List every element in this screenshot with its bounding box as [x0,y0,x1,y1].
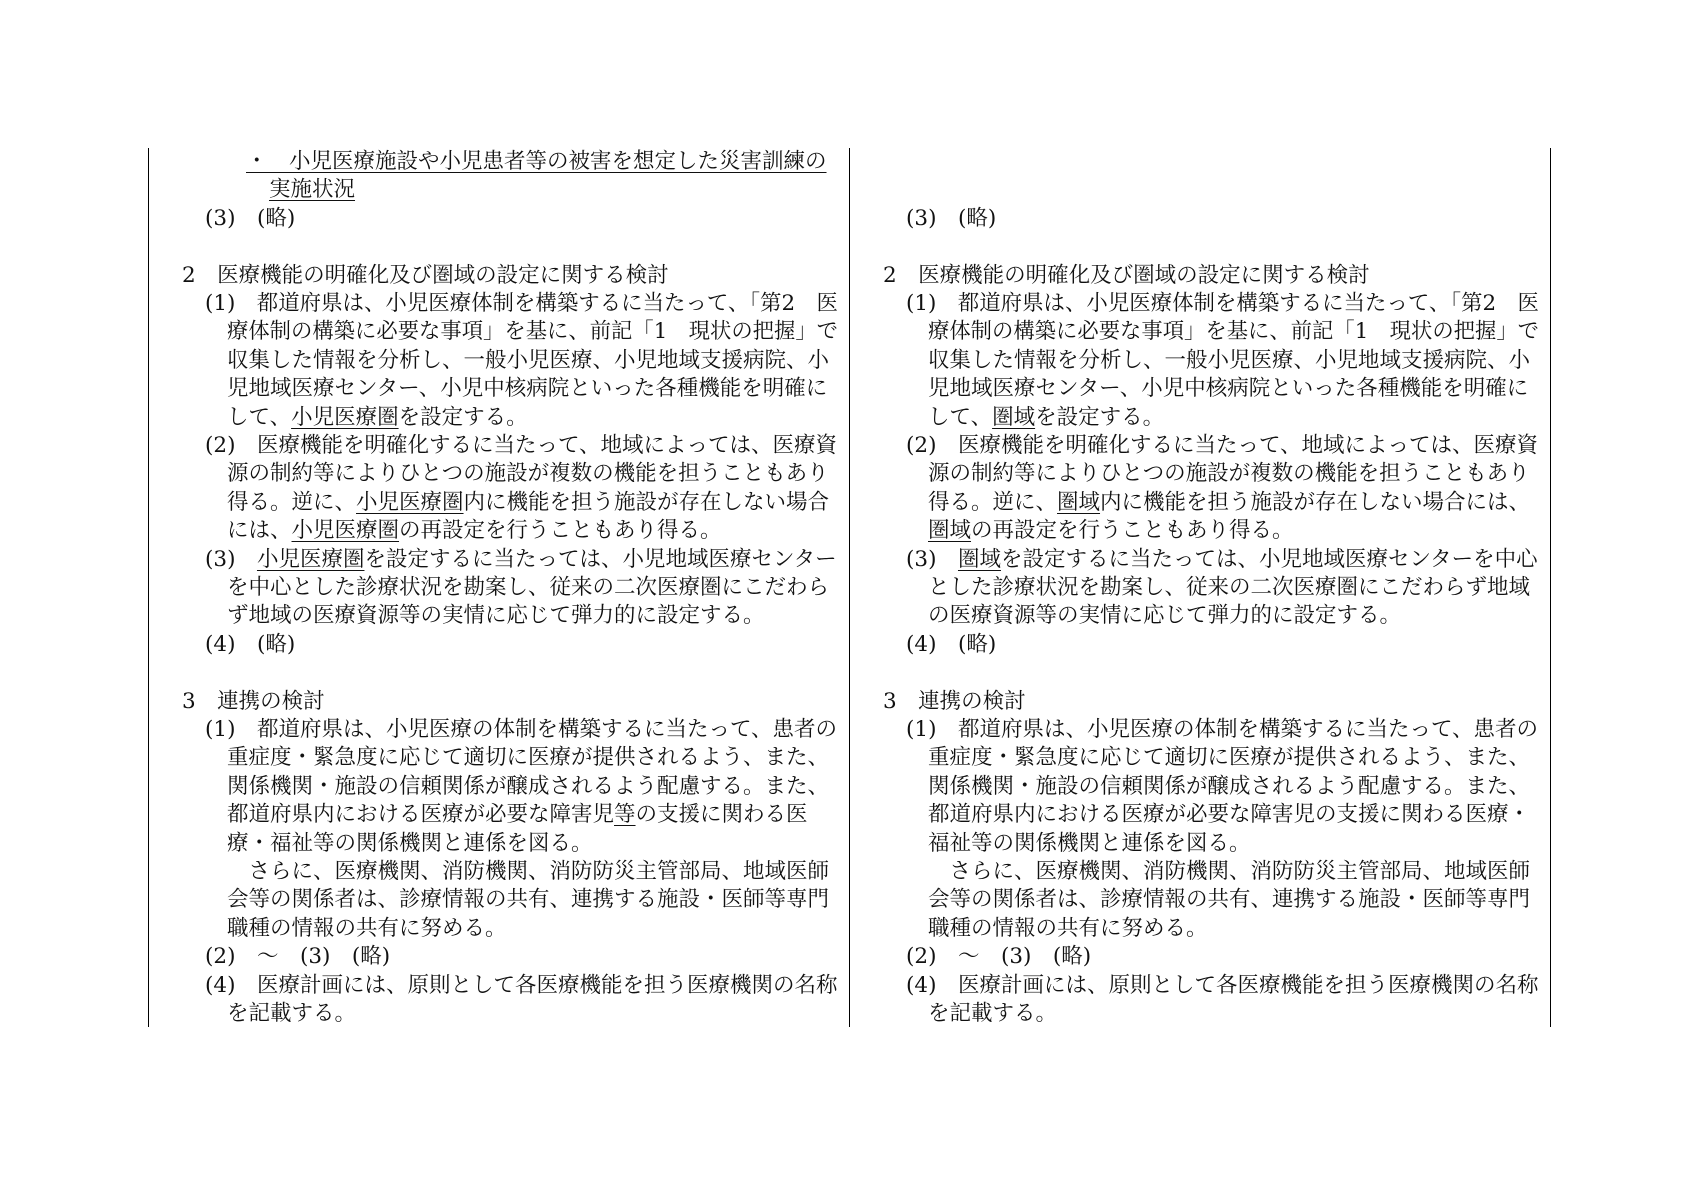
text-segment: 重症度・緊急度に応じて適切に医療が提供されるよう、また、 [227,745,830,771]
text-segment: を中心とした診療状況を勘案し、従来の二次医療圏にこだわら [227,575,830,600]
text-segment: とした診療状況を勘案し、従来の二次医療圏にこだわらず地域 [928,575,1531,600]
text-segment: 療・福祉等の関係機関と連係を図る。 [227,830,593,856]
text-segment: ず地域の医療資源等の実情に応じて弾力的に設定する。 [227,603,765,629]
text-segment: の再設定を行うこともあり得る。 [399,518,722,544]
text-segment: 得る。逆に、 [227,489,357,515]
text-line [906,972,1538,1000]
text-line [928,858,1530,886]
text-line [928,489,1530,517]
comparison-column-left [148,148,849,1029]
text-line [928,801,1530,829]
underlined-text: 小児医療圏 [356,489,464,515]
text-segment: 職種の情報の共有に努める。 [928,915,1208,941]
text-segment: (2) 医療機能を明確化するに当たって、地域によっては、医療資 [906,433,1539,458]
text-segment: を設定する。 [398,404,528,430]
text-segment: (4) (略) [205,631,296,657]
text-line [182,262,669,290]
text-line [928,517,1294,545]
text-line [205,972,837,1000]
text-segment: 療体制の構築に必要な事項」を基に、前記「1 現状の把握」で [928,319,1540,345]
text-line [227,460,829,488]
text-line [269,176,355,204]
text-segment: 児地域医療センター、小児中核病院といった各種機能を明確に [928,376,1529,402]
text-line [928,886,1530,914]
text-segment: (2) 医療機能を明確化するに当たって、地域によっては、医療資 [205,433,838,458]
text-line [227,830,593,858]
underlined-text: 圏域 [992,404,1036,430]
text-segment: 3 連携の検討 [883,688,1026,714]
text-line [906,432,1538,460]
text-segment: 会等の関係者は、診療情報の共有、連携する施設・医師等専門 [227,887,830,913]
text-line [227,1000,356,1028]
comparison-column-right [849,148,1550,1029]
text-line [205,716,837,744]
text-segment: 児地域医療センター、小児中核病院といった各種機能を明確に [227,376,828,402]
text-line [906,631,996,659]
text-line [906,943,1091,971]
text-segment: の再設定を行うこともあり得る。 [971,518,1294,544]
underlined-text: 圏域 [928,518,972,544]
text-segment: には、 [227,518,292,544]
text-line [928,744,1530,772]
text-segment: の医療資源等の実情に応じて弾力的に設定する。 [928,603,1402,629]
text-segment: 職種の情報の共有に努める。 [227,915,507,941]
text-segment: を設定する。 [1035,404,1165,430]
text-segment: (2) ～ (3) (略) [205,944,391,970]
text-segment: 会等の関係者は、診療情報の共有、連携する施設・医師等専門 [928,887,1531,913]
text-segment: 都道府県内における医療が必要な障害児 [227,802,615,828]
text-line [906,546,1538,574]
text-segment: して、 [928,404,993,430]
underlined-text: 実施状況 [269,177,356,203]
underlined-text: 小児医療圏 [256,546,365,572]
text-segment: (1) 都道府県は、小児医療の体制を構築するに当たって、患者の [906,717,1539,742]
text-segment: 関係機関・施設の信頼関係が醸成されるよう配慮する。また、 [227,773,830,799]
text-line [928,318,1539,346]
text-line [227,318,838,346]
text-line [928,404,1164,432]
text-segment: 収集した情報を分析し、一般小児医療、小児地域支援病院、小 [928,347,1531,373]
text-line [227,517,722,545]
text-line [928,1000,1057,1028]
underlined-text: 圏域 [1057,489,1101,515]
text-segment: (2) ～ (3) (略) [906,944,1092,970]
text-line [205,205,295,233]
text-line [928,915,1208,943]
text-segment: 2 医療機能の明確化及び圏域の設定に関する検討 [883,262,1370,288]
text-segment: (1) 都道府県は、小児医療体制を構築するに当たって、「第2 医 [205,291,839,316]
text-line [928,460,1530,488]
text-segment: して、 [227,404,292,430]
text-segment: 得る。逆に、 [928,489,1058,515]
text-segment: (4) 医療計画には、原則として各医療機能を担う医療機関の名称 [906,972,1539,998]
text-segment: 内に機能を担う施設が存在しない場合には、 [1100,489,1531,515]
text-segment: (3) (略) [205,205,296,231]
text-segment: さらに、医療機関、消防機関、消防防災主管部局、地域医師 [928,859,1531,884]
text-segment: (1) 都道府県は、小児医療体制を構築するに当たって、「第2 医 [906,291,1540,316]
column-divider-right [1550,148,1551,1027]
text-line [205,290,838,318]
text-line [906,290,1539,318]
text-segment: 福祉等の関係機関と連係を図る。 [928,830,1251,856]
text-segment: を記載する。 [227,1001,357,1026]
text-line [205,943,390,971]
text-segment: (4) (略) [906,631,997,657]
text-line [227,574,829,602]
text-line [227,858,829,886]
underlined-text: 圏域 [957,546,1001,572]
underlined-text: 等 [614,802,636,828]
text-line [928,830,1251,858]
text-line [227,744,829,772]
text-segment: (3) (略) [906,205,997,231]
text-line [227,886,829,914]
text-segment: 療体制の構築に必要な事項」を基に、前記「1 現状の把握」で [227,319,839,345]
underlined-text: 小児医療圏 [291,518,400,544]
text-line [883,262,1370,290]
text-segment: 源の制約等によりひとつの施設が複数の機能を担うこともあり [928,461,1530,487]
text-segment: を設定するに当たっては、小児地域医療センター [364,546,837,572]
text-line [928,574,1530,602]
underlined-text: ・ 小児医療施設や小児患者等の被害を想定した災害訓練の [246,149,827,174]
text-line [227,602,765,630]
text-segment: 源の制約等によりひとつの施設が複数の機能を担うこともあり [227,461,829,487]
text-segment: 2 医療機能の明確化及び圏域の設定に関する検討 [182,262,669,288]
text-line [246,148,827,176]
text-segment: (3) [205,546,257,572]
text-line [227,489,829,517]
text-line [227,801,808,829]
text-line [883,688,1026,716]
text-line [928,347,1530,375]
text-line [928,773,1530,801]
text-line [227,347,829,375]
text-line [205,631,295,659]
text-line [928,602,1401,630]
text-segment: を設定するに当たっては、小児地域医療センターを中心 [1000,546,1538,572]
text-segment: 3 連携の検討 [182,688,325,714]
text-segment: の支援に関わる医 [635,802,808,828]
text-segment: 収集した情報を分析し、一般小児医療、小児地域支援病院、小 [227,347,830,373]
text-line [906,205,996,233]
underlined-text: 小児医療圏 [291,404,399,430]
text-line [227,773,829,801]
text-line [227,375,827,403]
text-line [205,432,837,460]
text-segment: を記載する。 [928,1001,1058,1026]
text-segment: 重症度・緊急度に応じて適切に医療が提供されるよう、また、 [928,745,1531,771]
text-line [205,546,837,574]
text-segment: 関係機関・施設の信頼関係が醸成されるよう配慮する。また、 [928,773,1531,799]
text-line [928,375,1528,403]
text-segment: (1) 都道府県は、小児医療の体制を構築するに当たって、患者の [205,717,838,742]
text-segment: 都道府県内における医療が必要な障害児の支援に関わる医療・ [928,802,1531,828]
text-line [227,915,507,943]
text-segment: さらに、医療機関、消防機関、消防防災主管部局、地域医師 [227,859,830,884]
text-segment: 内に機能を担う施設が存在しない場合 [463,489,830,515]
text-line [182,688,325,716]
text-segment: (4) 医療計画には、原則として各医療機能を担う医療機関の名称 [205,972,838,998]
text-line [906,716,1538,744]
text-segment: (3) [906,546,958,572]
text-line [227,404,528,432]
